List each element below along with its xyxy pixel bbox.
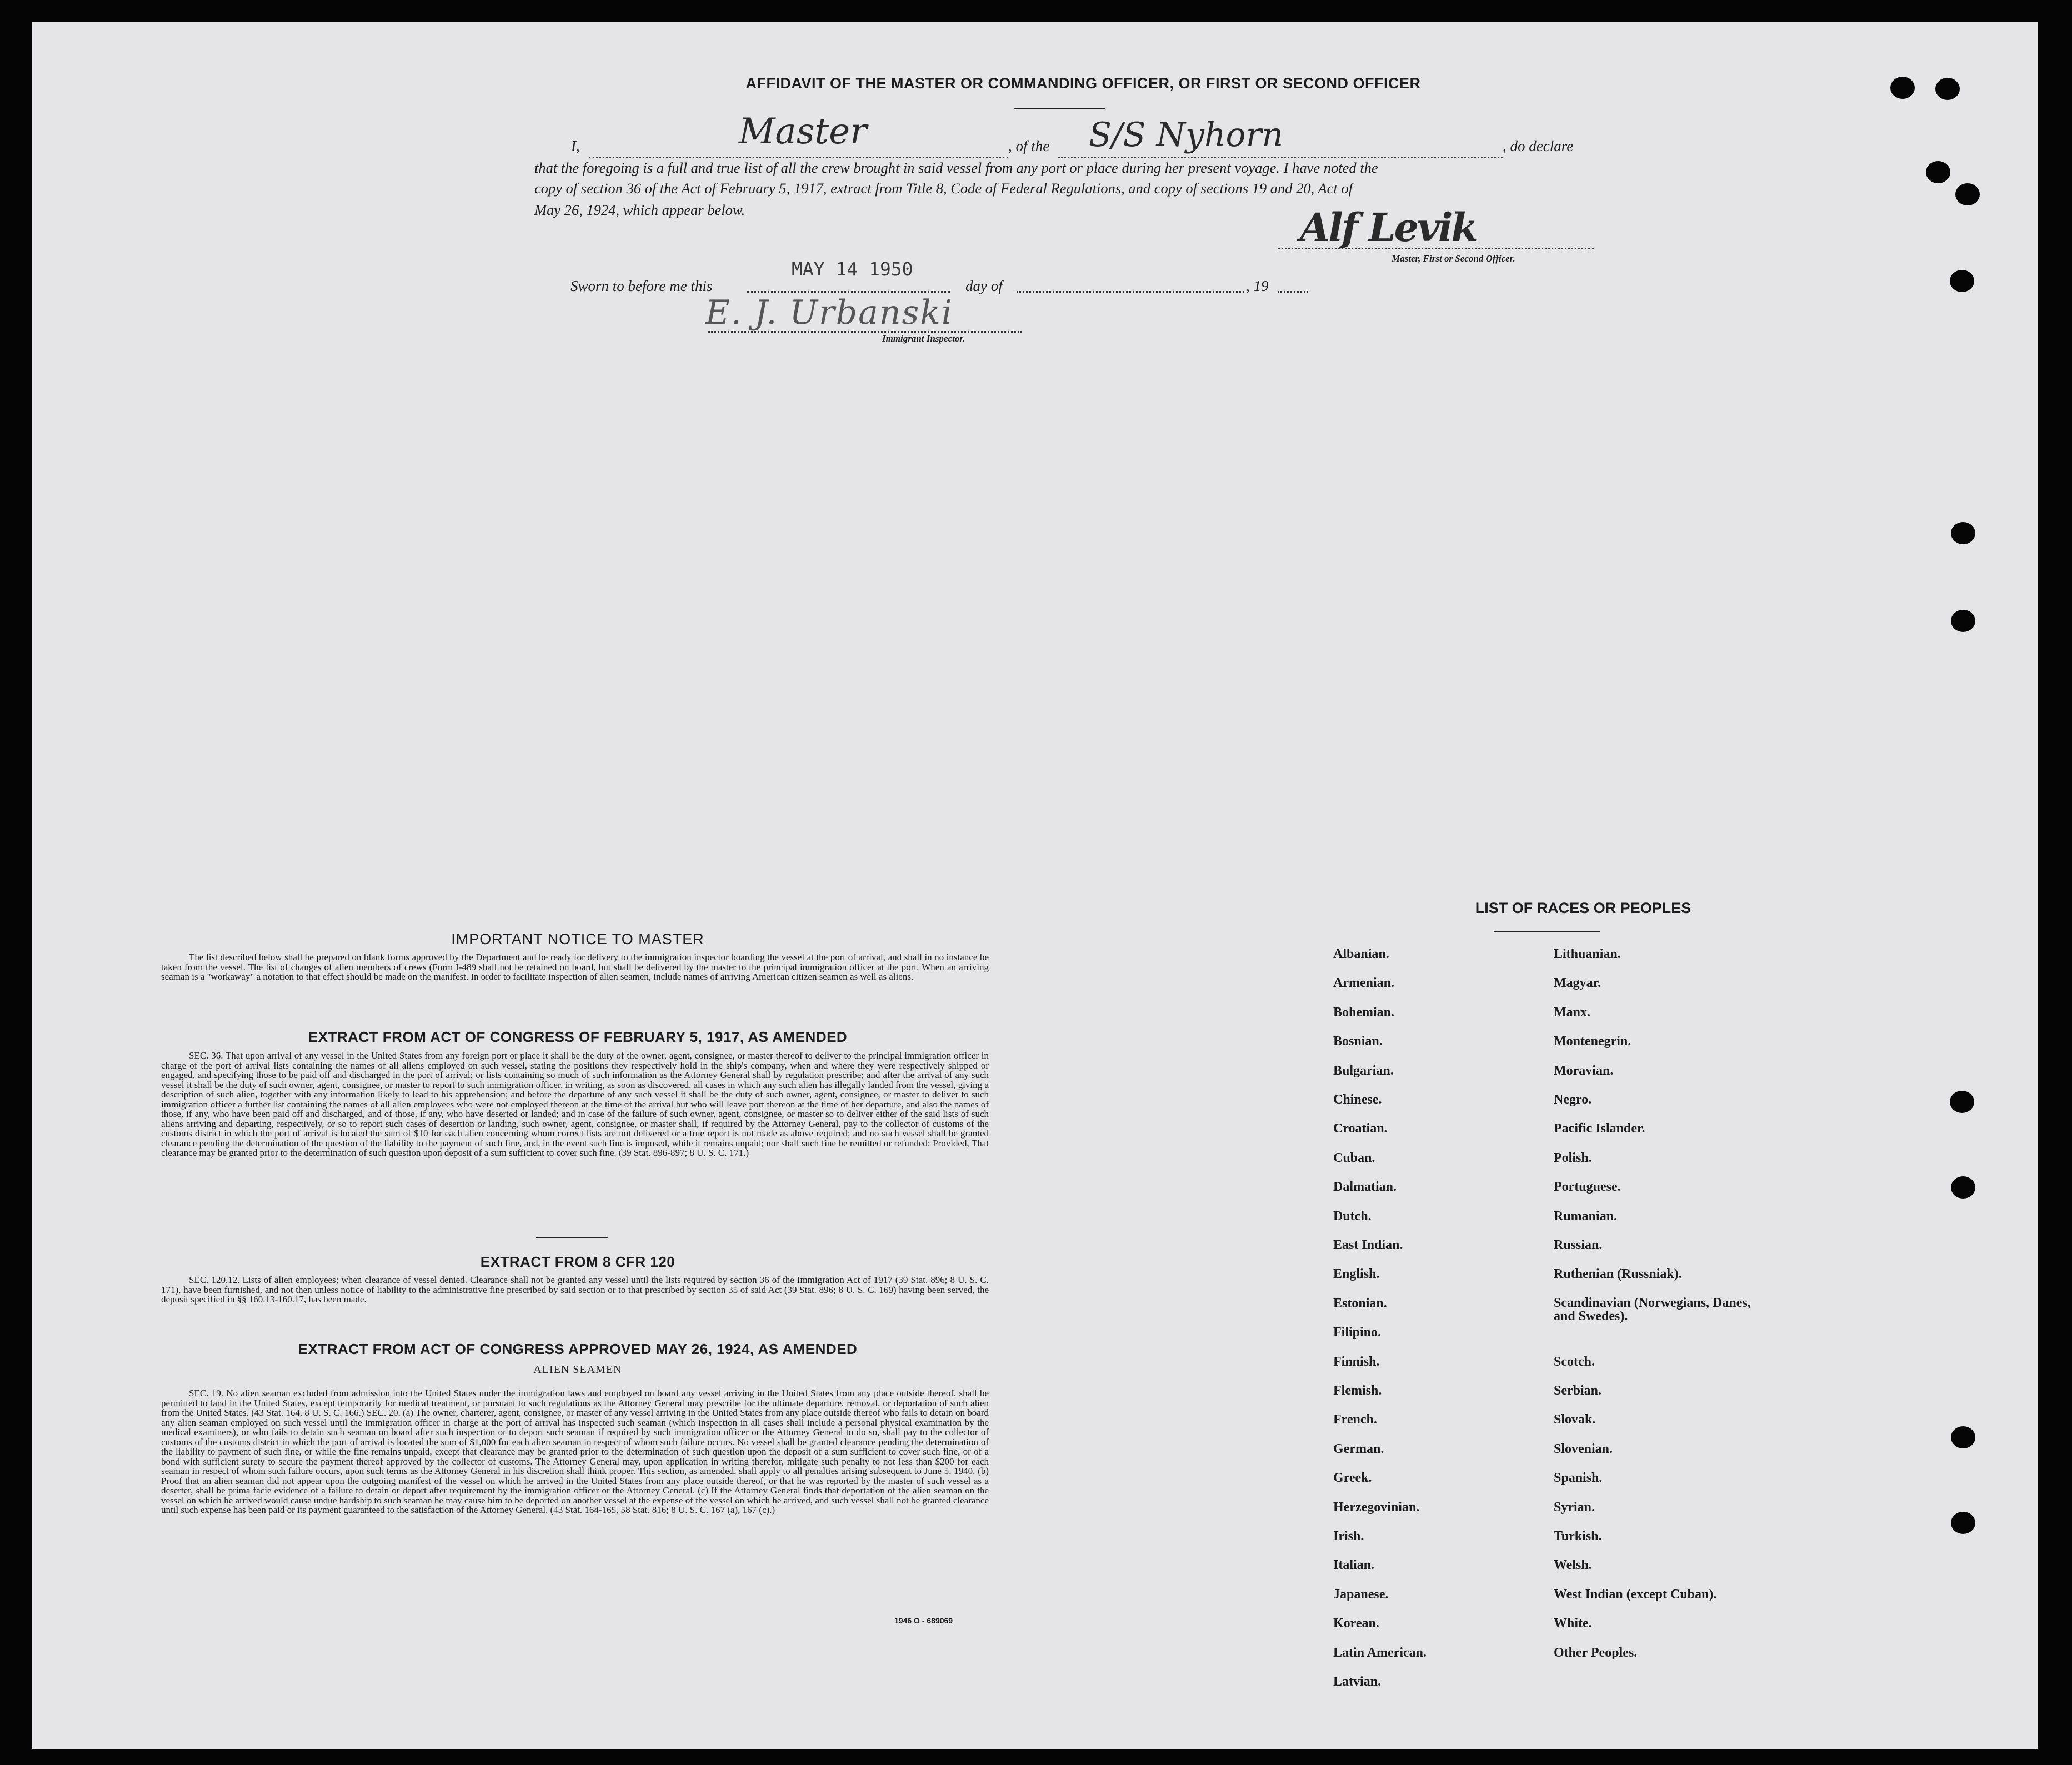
race-item: Syrian. — [1554, 1500, 1595, 1515]
race-item: Turkish. — [1554, 1529, 1602, 1543]
punch-hole — [1951, 1512, 1975, 1534]
race-item: Filipino. — [1333, 1325, 1382, 1340]
signature-line — [1278, 248, 1594, 249]
punch-hole — [1951, 1426, 1975, 1448]
race-item: Korean. — [1333, 1616, 1379, 1631]
race-item: Estonian. — [1333, 1296, 1387, 1311]
race-item: Rumanian. — [1554, 1209, 1618, 1224]
races-rule — [1494, 931, 1600, 932]
year-label: , 19 — [1246, 278, 1269, 294]
race-item: Armenian. — [1333, 976, 1394, 991]
year-line — [1278, 291, 1308, 293]
day-of-label: day of — [965, 278, 1003, 294]
master-signature: Alf Levik — [1300, 204, 1477, 250]
race-item: Greek. — [1333, 1471, 1372, 1486]
race-item: Latin American. — [1333, 1645, 1427, 1660]
do-declare-label: , do declare — [1503, 138, 1574, 154]
extract-cfr-title: EXTRACT FROM 8 CFR 120 — [480, 1253, 675, 1270]
race-item: Lithuanian. — [1554, 947, 1621, 961]
date-stamp: MAY 14 1950 — [792, 258, 913, 280]
of-the-label: , of the — [1008, 138, 1050, 154]
punch-hole — [1950, 270, 1974, 292]
race-item: Bosnian. — [1333, 1034, 1383, 1049]
vessel-line — [1058, 157, 1503, 158]
race-item: Bohemian. — [1333, 1005, 1395, 1020]
race-item: Italian. — [1333, 1558, 1375, 1573]
punch-hole — [1950, 1091, 1974, 1113]
month-line — [1017, 291, 1244, 293]
race-item: Magyar. — [1554, 976, 1601, 991]
punch-hole — [1890, 77, 1915, 99]
affidavit-title: AFFIDAVIT OF THE MASTER OR COMMANDING OFFICER, OR FIRST OR SECOND OFFICER — [745, 75, 1421, 92]
race-item: Portuguese. — [1554, 1180, 1621, 1195]
race-item: Ruthenian (Russniak). — [1554, 1267, 1682, 1282]
race-item: Irish. — [1333, 1529, 1364, 1543]
race-item: English. — [1333, 1267, 1380, 1282]
extract-cfr-text: SEC. 120.12. Lists of alien employees; when clearance of vessel denied. Clearance shall not be granted any vessel until the lists required by section 36 of the Immigration Act of 1917 (39 Stat. 896; 8 U. S. C. 171), have been furnished, and not then unless notice of liability to the administrative fine prescribed by said section or to that prescribed by section 35 of said Act (39 Stat. 896; 8 U. S. C. 169) having been served, the deposit specified in §§ 160.13-160.17, has been made. — [161, 1275, 989, 1305]
race-item: Bulgarian. — [1333, 1063, 1394, 1078]
race-item: Slovak. — [1554, 1412, 1596, 1427]
inspector-signature: E. J. Urbanski — [705, 293, 953, 332]
race-item: Dutch. — [1333, 1209, 1372, 1224]
vessel-handwritten: S/S Nyhorn — [1089, 116, 1283, 154]
race-item: White. — [1554, 1616, 1592, 1631]
race-item: Serbian. — [1554, 1383, 1602, 1398]
race-item: Other Peoples. — [1554, 1645, 1638, 1660]
title-rule — [1014, 108, 1105, 109]
race-item: Dalmatian. — [1333, 1180, 1397, 1195]
race-item: Herzegovinian. — [1333, 1500, 1420, 1515]
extract-1924-text: SEC. 19. No alien seaman excluded from admission into the United States under the immigration laws and employed on board any vessel arriving in the United States from any place outside thereof, shall be permitted to land in the United States, except temporarily for medical treatment, or pursuant to such regulations as the Attorney General may prescribe for the ultimate departure, removal, or deportation of such alien from the United States. (43 Stat. 164, 8 U. S. C. 166.) SEC. 20. (a) The owner, charterer, agent, consignee, or master of any vessel arriving in the United States from any place outside thereof who fails to detain on board any alien seaman employed on such vessel until the immigration officer in charge at the port of arrival has inspected such seaman (which inspection in all cases shall include a personal physical examination by the medical examiners), or who fails to detain such seaman on board after such inspection or to deport such seaman if required by such immigration officer or the Attorney General to do so, shall pay to the collector of customs of the customs district in which the port of arrival is located the sum of $1,000 for each alien seaman in respect of whom such failure occurs. No vessel shall be granted clearance pending the determination of the liability to payment of such fine, or while the fine remains unpaid, except that clearance may be granted prior to the determination of such question upon the deposit of a sum sufficient to cover such fine, or of a bond with sufficient surety to secure the payment thereof approved by the collector of customs. The Attorney General may, upon application in writing therefor, mitigate such penalty to not less than $200 for each seaman in respect of whom such failure occurs, upon such terms as the Attorney General in his discretion shall think proper. This section, as amended, shall apply to all penalties arising subsequent to June 5, 1940. (b) Proof that an alien seaman did not appear upon the outgoing manifest of the vessel on which he arrived in the United States from any place outside thereof, or that he was reported by the master of such vessel as a deserter, shall be prima facie evidence of a failure to detain or deport after requirement by the immigration officer or the Attorney General. (c) If the Attorney General finds that deportation of the alien seaman on the vessel on which he arrived would cause undue hardship to such seaman he may cause him to be deported on another vessel at the expense of the vessel on which he arrived, and such vessel shall not be granted clearance until such expense has been paid or its payment guaranteed to the satisfaction of the Attorney General. (43 Stat. 164-165, 58 Stat. 816; 8 U. S. C. 167 (a), 167 (c).) — [161, 1388, 989, 1515]
print-code: 1946 O - 689069 — [894, 1616, 953, 1625]
affidavit-line-1: that the foregoing is a full and true list of all the crew brought in said vessel from any port or place during her present voyage. I have noted the — [534, 159, 1378, 176]
punch-hole — [1951, 522, 1975, 544]
race-item: Chinese. — [1333, 1092, 1382, 1107]
affidavit-line-3: May 26, 1924, which appear below. — [534, 202, 745, 218]
race-item: East Indian. — [1333, 1238, 1403, 1252]
extract-1924-subtitle: ALIEN SEAMEN — [533, 1363, 622, 1376]
race-item: Scotch. — [1554, 1354, 1595, 1369]
races-title: LIST OF RACES OR PEOPLES — [1475, 900, 1691, 916]
extract-1917-title: EXTRACT FROM ACT OF CONGRESS OF FEBRUARY 5, 1917, AS AMENDED — [308, 1029, 848, 1045]
punch-hole — [1951, 1176, 1975, 1199]
rank-handwritten: Master — [739, 111, 867, 152]
sworn-line — [747, 291, 950, 293]
race-item: Scandinavian (Norwegians, Danes, and Swedes). — [1554, 1295, 1751, 1323]
race-item: Spanish. — [1554, 1471, 1603, 1486]
affidavit-line-2: copy of section 36 of the Act of February 5, 1917, extract from Title 8, Code of Federal Regulations, and copy of sections 19 and 20, Act of — [534, 180, 1353, 197]
i-label: I, — [571, 138, 580, 154]
race-item: Slovenian. — [1554, 1441, 1613, 1456]
inspector-line — [708, 331, 1022, 333]
section-rule — [536, 1237, 608, 1238]
race-item: Croatian. — [1333, 1121, 1388, 1136]
punch-hole — [1955, 183, 1980, 205]
sworn-label: Sworn to before me this — [570, 278, 713, 294]
notice-text: The list described below shall be prepared on blank forms approved by the Department and be ready for delivery to the immigration inspector boarding the vessel at the port of arrival, and shall in no instance be taken from the vessel. The list of changes of alien members of crews (Form I-489 shall not be retained on board, but shall be delivered by the master to the principal immigration officer at the port. When an arriving seaman is a "workaway" a notation to that effect should be made on the manifest. In order to facilitate inspection of alien seamen, include names of arriving American citizen seamen as well as aliens. — [161, 952, 989, 982]
race-item: West Indian (except Cuban). — [1554, 1587, 1717, 1602]
race-item: Manx. — [1554, 1005, 1590, 1020]
race-item: Albanian. — [1333, 947, 1389, 961]
race-item: Flemish. — [1333, 1383, 1382, 1398]
race-item: Negro. — [1554, 1092, 1592, 1107]
race-item: Russian. — [1554, 1238, 1603, 1252]
race-item: Japanese. — [1333, 1587, 1389, 1602]
race-item: Polish. — [1554, 1150, 1592, 1165]
race-item: Cuban. — [1333, 1150, 1375, 1165]
punch-hole — [1926, 161, 1950, 183]
punch-hole — [1951, 610, 1975, 632]
race-item: Pacific Islander. — [1554, 1121, 1645, 1136]
notice-title: IMPORTANT NOTICE TO MASTER — [451, 931, 704, 947]
race-item: Finnish. — [1333, 1354, 1380, 1369]
race-item: German. — [1333, 1441, 1384, 1456]
rank-line — [589, 157, 1008, 158]
race-item: Moravian. — [1554, 1063, 1614, 1078]
race-item: Welsh. — [1554, 1558, 1592, 1573]
inspector-caption: Immigrant Inspector. — [882, 333, 965, 344]
signature-caption: Master, First or Second Officer. — [1392, 253, 1515, 264]
punch-hole — [1935, 78, 1960, 100]
race-item: Montenegrin. — [1554, 1034, 1631, 1049]
extract-1924-title: EXTRACT FROM ACT OF CONGRESS APPROVED MAY 26, 1924, AS AMENDED — [298, 1341, 858, 1357]
extract-1917-text: SEC. 36. That upon arrival of any vessel in the United States from any foreign port or place it shall be the duty of the owner, agent, consignee, or master thereof to deliver to the principal immigration officer in charge of the port of arrival lists containing the names of all aliens employed on such vessel, stating the positions they respectively hold in the ship's company, when and where they were respectively shipped or engaged, and specifying those to be paid off and discharged in the port of arrival; or lists containing so much of such information as the Attorney General shall by regulation prescribe; and after the arrival of any such vessel it shall be the duty of such owner, agent, consignee, or master to report to such immigration officer, in writing, as soon as discovered, all cases in which any such alien has illegally landed from the vessel, giving a description of such alien, together with any information likely to lead to his apprehension; and before the departure of any such vessel it shall be the duty of such owner, agent, consignee, or master to deliver to such immigration officer a further list containing the names of all alien employees who were not employed thereon at the time of the arrival but who will leave port thereon at the time of her departure, and also the names of those, if any, who have been paid off and discharged, and of those, if any, who have deserted or landed; and in case of the failure of such owner, agent, consignee, or master so to deliver either of the said lists of such aliens arriving and departing, respectively, or so to report such cases of desertion or landing, such owner, agent, consignee, or master shall, if required by the Attorney General, pay to the collector of customs of the customs district in which the port of arrival is located the sum of $10 for each alien concerning whom correct lists are not delivered or a true report is not made as above required; and no such vessel shall be granted clearance pending the determination of the question of the liability to the payment of such fine, and, in the event such fine is imposed, while it remains unpaid; nor shall such fine be remitted or refunded: Provided, That clearance may be granted prior to the determination of such question upon deposit of a sum sufficient to cover such fine. (39 Stat. 896-897; 8 U. S. C. 171.) — [161, 1050, 989, 1158]
race-item: French. — [1333, 1412, 1377, 1427]
race-item: Latvian. — [1333, 1674, 1382, 1689]
